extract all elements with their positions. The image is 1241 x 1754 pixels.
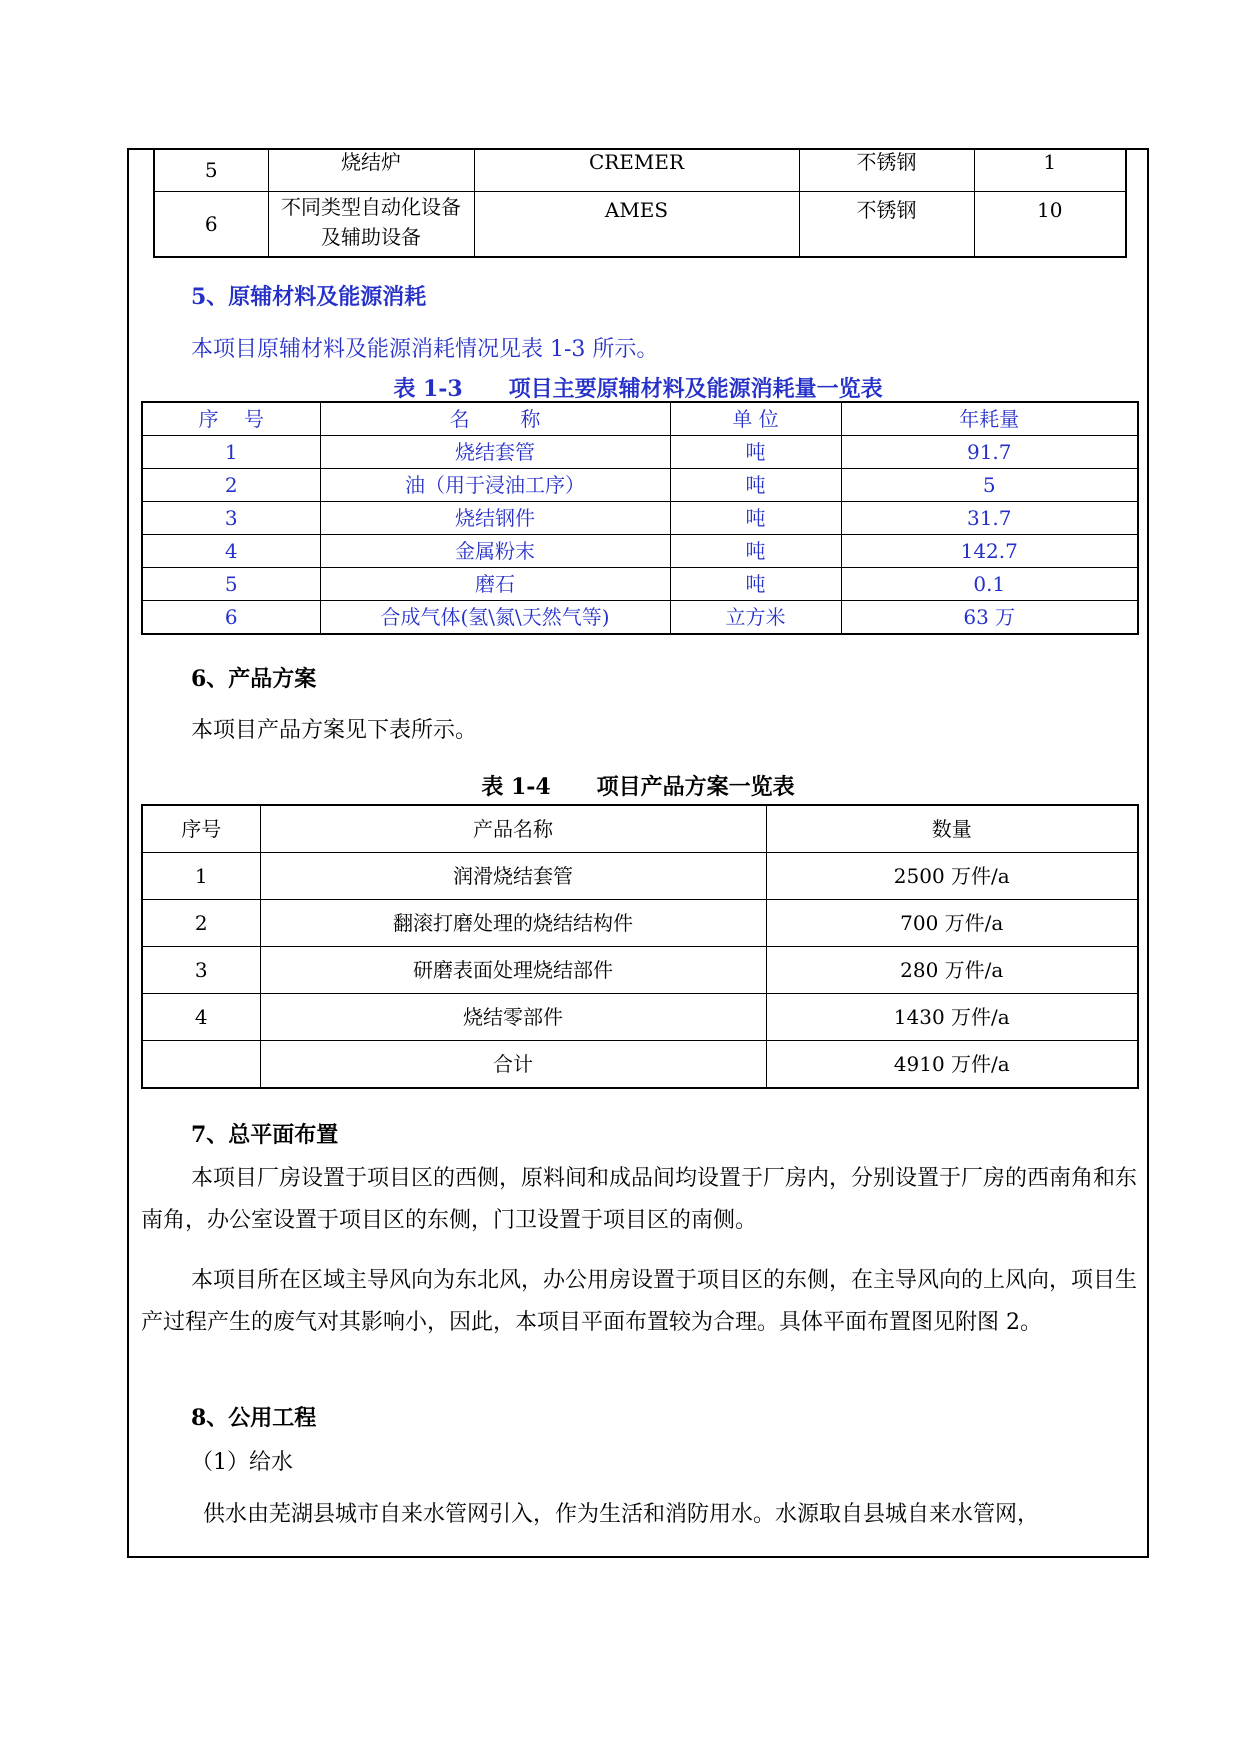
cell: 31.7 — [841, 502, 1138, 535]
col-header: 单 位 — [670, 402, 841, 436]
section5-intro: 本项目原辅材料及能源消耗情况见表 1-3 所示。 — [191, 337, 659, 362]
cell: 1430 万件/a — [766, 994, 1138, 1041]
table-row — [154, 191, 1126, 257]
product-table — [141, 804, 1139, 1089]
section8-title: 8、公用工程 — [191, 1405, 317, 1431]
col-header: 数量 — [766, 805, 1138, 853]
cell: 2 — [142, 469, 320, 502]
cell: 3 — [142, 502, 320, 535]
table-row — [154, 149, 1126, 191]
col-header: 年耗量 — [841, 402, 1138, 436]
cell: 油（用于浸油工序） — [320, 469, 670, 502]
cell: 142.7 — [841, 535, 1138, 568]
cell: 4910 万件/a — [766, 1041, 1138, 1089]
cell: 翻滚打磨处理的烧结结构件 — [260, 900, 766, 947]
table14-caption: 表 1-4 项目产品方案一览表 — [481, 774, 795, 800]
equip-qty: 1 — [974, 149, 1126, 191]
section7-paragraph-2: 本项目所在区域主导风向为东北风，办公用房设置于项目区的东侧，在主导风向的上风向，项目生产过程产生的废气对其影响小，因此，本项目平面布置较为合理。具体平面布置图见附图 2。 — [141, 1268, 1138, 1335]
cell: 1 — [142, 853, 260, 900]
cell — [142, 1041, 260, 1089]
section6-title: 6、产品方案 — [191, 666, 317, 692]
table-row — [142, 469, 1138, 502]
section7-paragraph-1: 本项目厂房设置于项目区的西侧，原料间和成品间均设置于厂房内，分别设置于厂房的西南角和东南角，办公室设置于项目区的东侧，门卫设置于项目区的南侧。 — [141, 1166, 1138, 1233]
cell: 91.7 — [841, 436, 1138, 469]
table-row — [142, 1041, 1138, 1089]
section6-intro: 本项目产品方案见下表所示。 — [191, 718, 478, 743]
table-row — [142, 502, 1138, 535]
cell: 润滑烧结套管 — [260, 853, 766, 900]
cell: 5 — [142, 568, 320, 601]
table-row — [142, 947, 1138, 994]
cell: 研磨表面处理烧结部件 — [260, 947, 766, 994]
equip-no: 6 — [154, 191, 268, 257]
col-header: 名 称 — [320, 402, 670, 436]
page-frame — [127, 148, 1149, 1558]
cell: 烧结套管 — [320, 436, 670, 469]
cell: 吨 — [670, 535, 841, 568]
cell: 烧结零部件 — [260, 994, 766, 1041]
cell: 金属粉末 — [320, 535, 670, 568]
materials-table — [141, 401, 1139, 635]
cell: 4 — [142, 994, 260, 1041]
col-header: 序 号 — [142, 402, 320, 436]
table-row — [142, 436, 1138, 469]
equip-model: AMES — [474, 191, 799, 257]
equip-material: 不锈钢 — [799, 149, 974, 191]
equip-model: CREMER — [474, 149, 799, 191]
equip-name: 烧结炉 — [268, 149, 474, 191]
cell: 280 万件/a — [766, 947, 1138, 994]
cell: 6 — [142, 601, 320, 635]
table13-caption: 表 1-3 项目主要原辅材料及能源消耗量一览表 — [393, 376, 883, 402]
table-row — [142, 535, 1138, 568]
equip-material: 不锈钢 — [799, 191, 974, 257]
cell: 吨 — [670, 502, 841, 535]
cell: 700 万件/a — [766, 900, 1138, 947]
cell: 吨 — [670, 568, 841, 601]
table-header-row — [142, 402, 1138, 436]
cell: 2500 万件/a — [766, 853, 1138, 900]
equip-name: 不同类型自动化设备及辅助设备 — [268, 191, 474, 257]
cell: 合成气体(氢\氮\天然气等) — [320, 601, 670, 635]
equipment-table — [153, 148, 1127, 258]
cell: 吨 — [670, 469, 841, 502]
cell: 5 — [841, 469, 1138, 502]
table-row — [142, 853, 1138, 900]
section8-paragraph-1: 供水由芜湖县城市自来水管网引入，作为生活和消防用水。水源取自县城自来水管网， — [203, 1502, 1040, 1527]
col-header: 序号 — [142, 805, 260, 853]
table-row — [142, 601, 1138, 635]
cell: 4 — [142, 535, 320, 568]
cell: 3 — [142, 947, 260, 994]
cell: 0.1 — [841, 568, 1138, 601]
cell: 2 — [142, 900, 260, 947]
table-row — [142, 900, 1138, 947]
section8-subheading: （1）给水 — [191, 1450, 293, 1475]
equip-no: 5 — [154, 149, 268, 191]
cell: 63 万 — [841, 601, 1138, 635]
cell: 吨 — [670, 436, 841, 469]
table-header-row — [142, 805, 1138, 853]
cell: 烧结钢件 — [320, 502, 670, 535]
table-row — [142, 568, 1138, 601]
equip-qty: 10 — [974, 191, 1126, 257]
cell: 合计 — [260, 1041, 766, 1089]
cell: 1 — [142, 436, 320, 469]
cell: 磨石 — [320, 568, 670, 601]
section5-title: 5、原辅材料及能源消耗 — [191, 284, 427, 310]
col-header: 产品名称 — [260, 805, 766, 853]
section7-title: 7、总平面布置 — [191, 1122, 339, 1148]
table-row — [142, 994, 1138, 1041]
cell: 立方米 — [670, 601, 841, 635]
